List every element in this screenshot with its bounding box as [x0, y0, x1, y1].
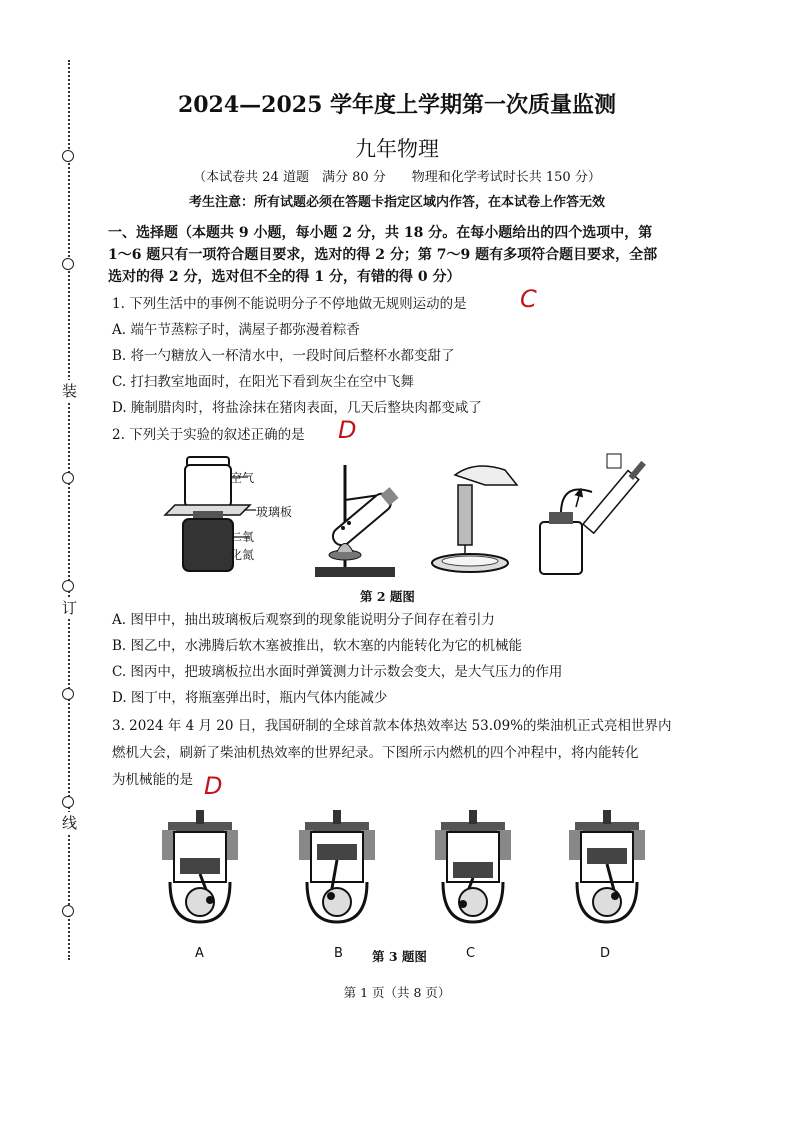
margin-char-zhuang: 装: [62, 382, 78, 400]
section-line: 选对的得 2 分，选对但不全的得 1 分，有错的得 0 分）: [108, 269, 461, 285]
binding-hole: [62, 258, 74, 270]
engine-label-a: A: [195, 946, 204, 961]
engine-label-b: B: [334, 946, 343, 961]
q2-option-b: B. 图乙中，水沸腾后软木塞被推出，软木塞的内能转化为它的机械能: [112, 638, 523, 654]
page-footer: 第 1 页（共 8 页）: [343, 985, 451, 1000]
q2-option-c: C. 图丙中，把玻璃板拉出水面时弹簧测力计示数会变大，是大气压力的作用: [112, 664, 563, 680]
binding-hole: [62, 472, 74, 484]
q1-handwritten-answer: C: [520, 285, 537, 313]
exam-subject: 九年物理: [355, 137, 439, 161]
figure-spring-scale-glass-plate: [425, 455, 530, 580]
section-line: 1～6 题只有一项符合题目要求，选对的得 2 分；第 7～9 题有多项符合题目要求，全部: [108, 247, 658, 263]
section-line: 一、选择题（本题共 9 小题，每小题 2 分，共 18 分。在每小题给出的四个选项中，第: [108, 225, 653, 241]
engine-stroke-b: [297, 808, 377, 926]
label-gas-line1: 二氧: [230, 530, 255, 544]
q2-option-d: D. 图丁中，将瓶塞弹出时，瓶内气体内能减少: [112, 690, 388, 706]
q1-option-d: D. 腌制腊肉时，将盐涂抹在猪肉表面，几天后整块肉都变咸了: [112, 400, 482, 416]
engine-stroke-c: [433, 808, 513, 926]
label-gas-line2: 化氮: [230, 548, 255, 562]
binding-hole: [62, 580, 74, 592]
exam-notice: 考生注意：所有试题必须在答题卡指定区域内作答，在本试卷上作答无效: [188, 195, 605, 210]
q3-handwritten-answer: D: [204, 772, 223, 800]
q3-figure-caption: 第 3 题图: [372, 949, 427, 964]
q1-option-c: C. 打扫教室地面时，在阳光下看到灰尘在空中飞舞: [112, 374, 414, 390]
binding-hole: [62, 688, 74, 700]
label-air: 空气: [230, 471, 255, 485]
q2-option-a: A. 图甲中，抽出玻璃板后观察到的现象能说明分子间存在着引力: [112, 612, 495, 628]
figure-bottle-pump: [532, 452, 662, 580]
q3-stem-line2: 燃机大会，刷新了柴油机热效率的世界纪录。下图所示内燃机的四个冲程中，将内能转化: [112, 745, 639, 761]
binding-hole: [62, 905, 74, 917]
q1-option-b: B. 将一勺糖放入一杯清水中，一段时间后整杯水都变甜了: [112, 348, 455, 364]
margin-char-xian: 线: [62, 814, 78, 832]
q1-option-a: A. 端午节蒸粽子时，满屋子都弥漫着粽香: [112, 322, 360, 338]
q3-stem-line1: 3. 2024 年 4 月 20 日，我国研制的全球首款本体热效率达 53.09%的柴油机正式亮相世界内: [112, 718, 672, 734]
binding-hole: [62, 796, 74, 808]
margin-char-ding: 订: [62, 599, 78, 617]
engine-label-c: C: [466, 946, 476, 961]
q2-handwritten-answer: D: [338, 416, 357, 444]
exam-info: （本试卷共 24 道题 满分 80 分 物理和化学考试时长共 150 分）: [193, 170, 601, 185]
engine-stroke-a: [160, 808, 240, 926]
label-glass-plate: 玻璃板: [256, 505, 293, 519]
q3-stem-line3: 为机械能的是: [112, 772, 193, 788]
exam-title: 2024—2025 学年度上学期第一次质量监测: [177, 92, 617, 118]
figure-test-tube-heating: [305, 455, 415, 580]
q1-stem: 1. 下列生活中的事例不能说明分子不停地做无规则运动的是: [112, 296, 467, 312]
q2-figure-caption: 第 2 题图: [360, 589, 415, 604]
q2-stem: 2. 下列关于实验的叙述正确的是: [112, 427, 305, 443]
engine-stroke-d: [567, 808, 647, 926]
engine-label-d: D: [600, 946, 611, 961]
section-heading: [108, 222, 698, 288]
